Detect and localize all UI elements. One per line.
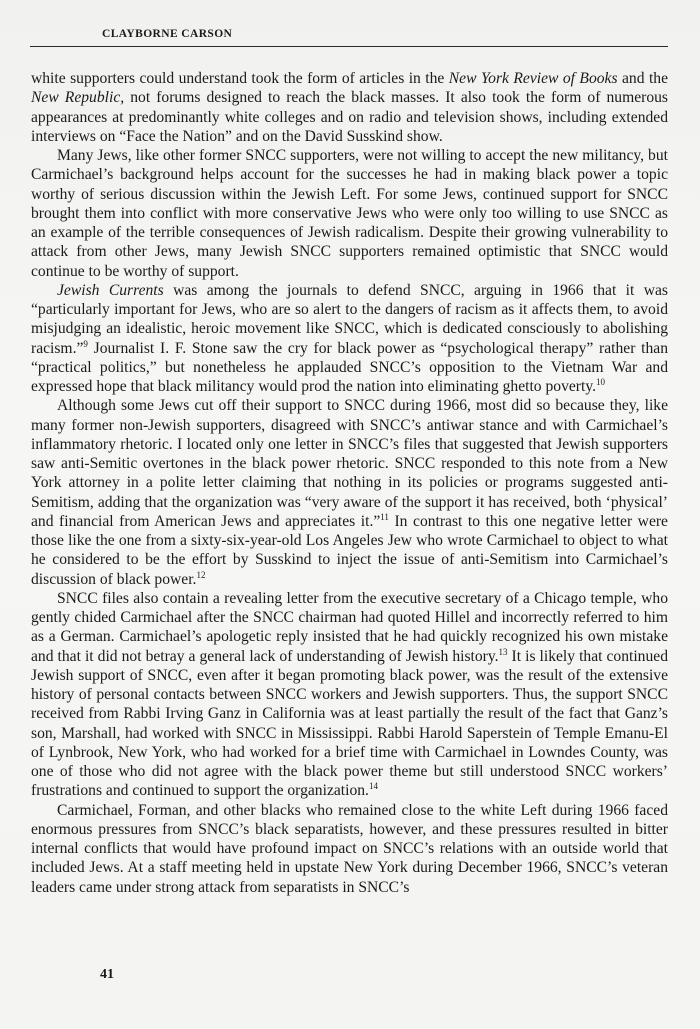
footnote-ref: 10 — [596, 377, 605, 387]
body-text — [31, 69, 668, 897]
paragraph: Jewish Currents was among the journals to defend SNCC, arguing in 1966 that it was “particularly important for Jews, who are so alert to the dangers of racism as it affects them, to avoid misjudging an idealistic, heroic movement like SNCC, which is dedicated consciously to abolishing racism.”$^9$ Journalist I. F. Stone saw the cry for black power as “psychological therapy” rather than “practical politics,” but nonetheless he applauded SNCC’s opposition to the Vietnam War and expressed hope that black militancy would prod the nation into eliminating ghetto poverty.$^{10}$ — [31, 281, 668, 395]
paragraph: Many Jews, like other former SNCC supporters, were not willing to accept the new militancy, but Carmichael’s background helps account for the successes he had in making black power a topic worthy of serious discussion within the Jewish Left. For some Jews, continued support for SNCC brought them into conflict with more conservative Jews who were only too willing to use SNCC as an example of the terrible consequences of Jewish radicalism. Despite their growing vulnerability to attack from other Jews, many Jewish SNCC supporters remained optimistic that SNCC would continue to be worthy of support. — [31, 147, 668, 280]
footnote-ref: 12 — [196, 569, 206, 580]
page-number: 41 — [100, 967, 114, 982]
paragraph: white supporters could understand took the form of articles in the New York Review of Books and the New Republic, not forums designed to reach the black masses. It also took the form of numerous appearances at predominantly white colleges and on radio and television shows, including extended interviews on “Face the Nation” and on the David Susskind show. — [31, 70, 668, 145]
running-head: CLAYBORNE CARSON — [102, 28, 233, 40]
header-rule — [30, 46, 668, 47]
italic-title: New York Review of Books — [448, 70, 618, 87]
italic-title: New Republic, — [31, 89, 125, 107]
footnote-ref: 11 — [380, 511, 389, 522]
paragraph: SNCC files also contain a revealing letter from the executive secretary of a Chicago temple, who gently chided Carmichael after the SNCC chairman had quoted Hillel and incorrectly referred to him as a German. Carmichael’s apologetic reply insisted that he had quickly recognized his own mistake and that it did not betray a general lack of understanding of Jewish history.$^{13}$ It is likely that continued Jewish support of SNCC, even after it began promoting black power, was the result of the extensive history of personal contacts between SNCC workers and Jewish supporters. Thus, the support SNCC received from Rabbi Irving Ganz in California was at least partially the result of the fact that Ganz’s son, Marshall, had worked with SNCC in Mississippi. Rabbi Harold Saperstein of Temple Emanu-El of Lynbrook, New York, who had worked for a brief time with Carmichael in Lowndes County, was one of those who did not agree with the black power theme but still understood SNCC workers’ frustrations and continued to support the organization.$^{14}$ — [31, 589, 668, 800]
paragraph: Although some Jews cut off their support to SNCC during 1966, most did so because they, like many former non-Jewish supporters, disagreed with SNCC’s antiwar stance and with Carmichael’s inflammatory rhetoric. I located only one letter in SNCC’s files that suggested that Jewish supporters saw anti-Semitic overtones in the black power rhetoric. SNCC responded to this note from a New York attorney in a polite letter claiming that nothing in its policies or programs suggested anti-Semitism, adding that the organization was “very aware of the support it has received, both ‘physical’ and financial from American Jews and appreciates it.”$^{11}$ In contrast to this one negative letter were those like the one from a sixty-six-year-old Los Angeles Jew who wrote Carmichael to object to what he considered to be the effort by Susskind to inject the issue of anti-Semitism into Carmichael’s discussion of black power.$^{12}$ — [31, 397, 668, 588]
italic-title: Jewish Currents — [57, 281, 164, 299]
paragraph: Carmichael, Forman, and other blacks who remained close to the white Left during 1966 faced enormous pressures from SNCC’s black separatists, however, and these pressures resulted in bitter internal conflicts that would have profound impact on SNCC’s relations with an outside world that included Jews. At a staff meeting held in upstate New York during December 1966, SNCC’s veteran leaders came under strong attack from separatists in SNCC’s — [31, 801, 668, 896]
footnote-ref: 13 — [498, 646, 508, 657]
footnote-ref: 14 — [368, 781, 378, 792]
footnote-ref: 9 — [83, 338, 88, 349]
